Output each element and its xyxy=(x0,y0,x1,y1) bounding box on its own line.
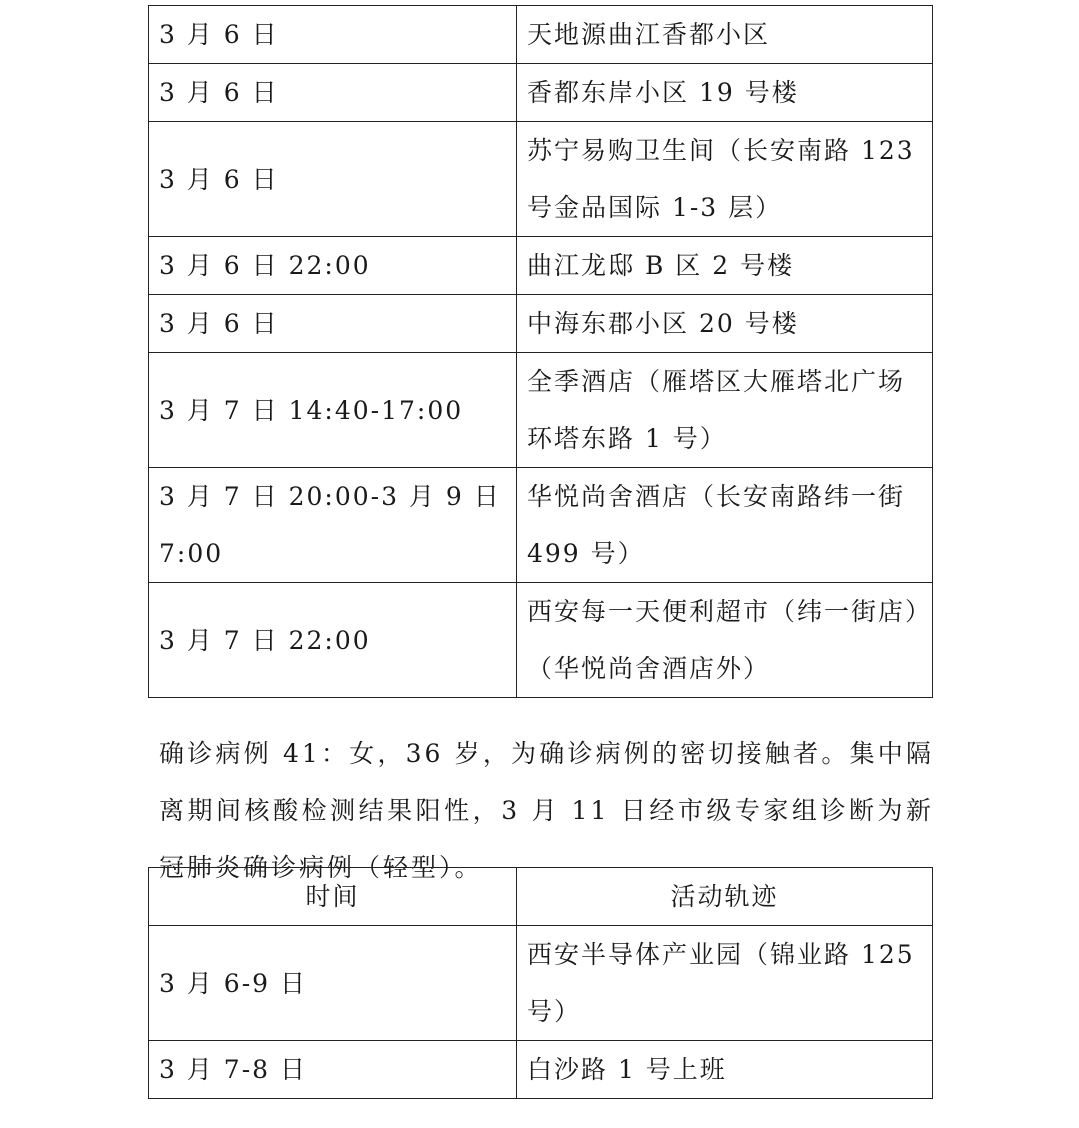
time-cell: 3 月 7 日 20:00-3 月 9 日 7:00 xyxy=(149,468,517,583)
place-cell: 天地源曲江香都小区 xyxy=(517,6,933,64)
table-row xyxy=(149,583,933,698)
column-header-time: 时间 xyxy=(149,868,517,926)
table-row xyxy=(149,237,933,295)
time-cell: 3 月 7 日 22:00 xyxy=(149,583,517,698)
place-cell: 全季酒店（雁塔区大雁塔北广场环塔东路 1 号） xyxy=(517,353,933,468)
case-41-description: 确诊病例 41：女，36 岁，为确诊病例的密切接触者。集中隔离期间核酸检测结果阳性，3 月 11 日经市级专家组诊断为新冠肺炎确诊病例（轻型）。 xyxy=(159,739,934,882)
table-row xyxy=(149,926,933,1041)
table-row xyxy=(149,1041,933,1099)
time-cell: 3 月 6 日 22:00 xyxy=(149,237,517,295)
column-header-activity: 活动轨迹 xyxy=(517,868,933,926)
activity-table-continued xyxy=(148,5,933,698)
table-row xyxy=(149,353,933,468)
time-cell: 3 月 6 日 xyxy=(149,122,517,237)
place-cell: 苏宁易购卫生间（长安南路 123 号金品国际 1-3 层） xyxy=(517,122,933,237)
place-cell: 中海东郡小区 20 号楼 xyxy=(517,295,933,353)
place-cell: 西安半导体产业园（锦业路 125 号） xyxy=(517,926,933,1041)
time-cell: 3 月 6 日 xyxy=(149,6,517,64)
place-cell: 华悦尚舍酒店（长安南路纬一街 499 号） xyxy=(517,468,933,583)
time-cell: 3 月 6-9 日 xyxy=(149,926,517,1041)
place-cell: 白沙路 1 号上班 xyxy=(517,1041,933,1099)
table-row xyxy=(149,468,933,583)
time-cell: 3 月 7-8 日 xyxy=(149,1041,517,1099)
time-cell: 3 月 6 日 xyxy=(149,64,517,122)
case-41-activity-table xyxy=(148,867,933,1099)
place-cell: 曲江龙邸 B 区 2 号楼 xyxy=(517,237,933,295)
table-row xyxy=(149,295,933,353)
table-row xyxy=(149,122,933,237)
time-cell: 3 月 6 日 xyxy=(149,295,517,353)
table-header-row xyxy=(149,868,933,926)
time-cell: 3 月 7 日 14:40-17:00 xyxy=(149,353,517,468)
place-cell: 西安每一天便利超市（纬一街店）（华悦尚舍酒店外） xyxy=(517,583,933,698)
place-cell: 香都东岸小区 19 号楼 xyxy=(517,64,933,122)
table-row xyxy=(149,64,933,122)
table-row xyxy=(149,6,933,64)
